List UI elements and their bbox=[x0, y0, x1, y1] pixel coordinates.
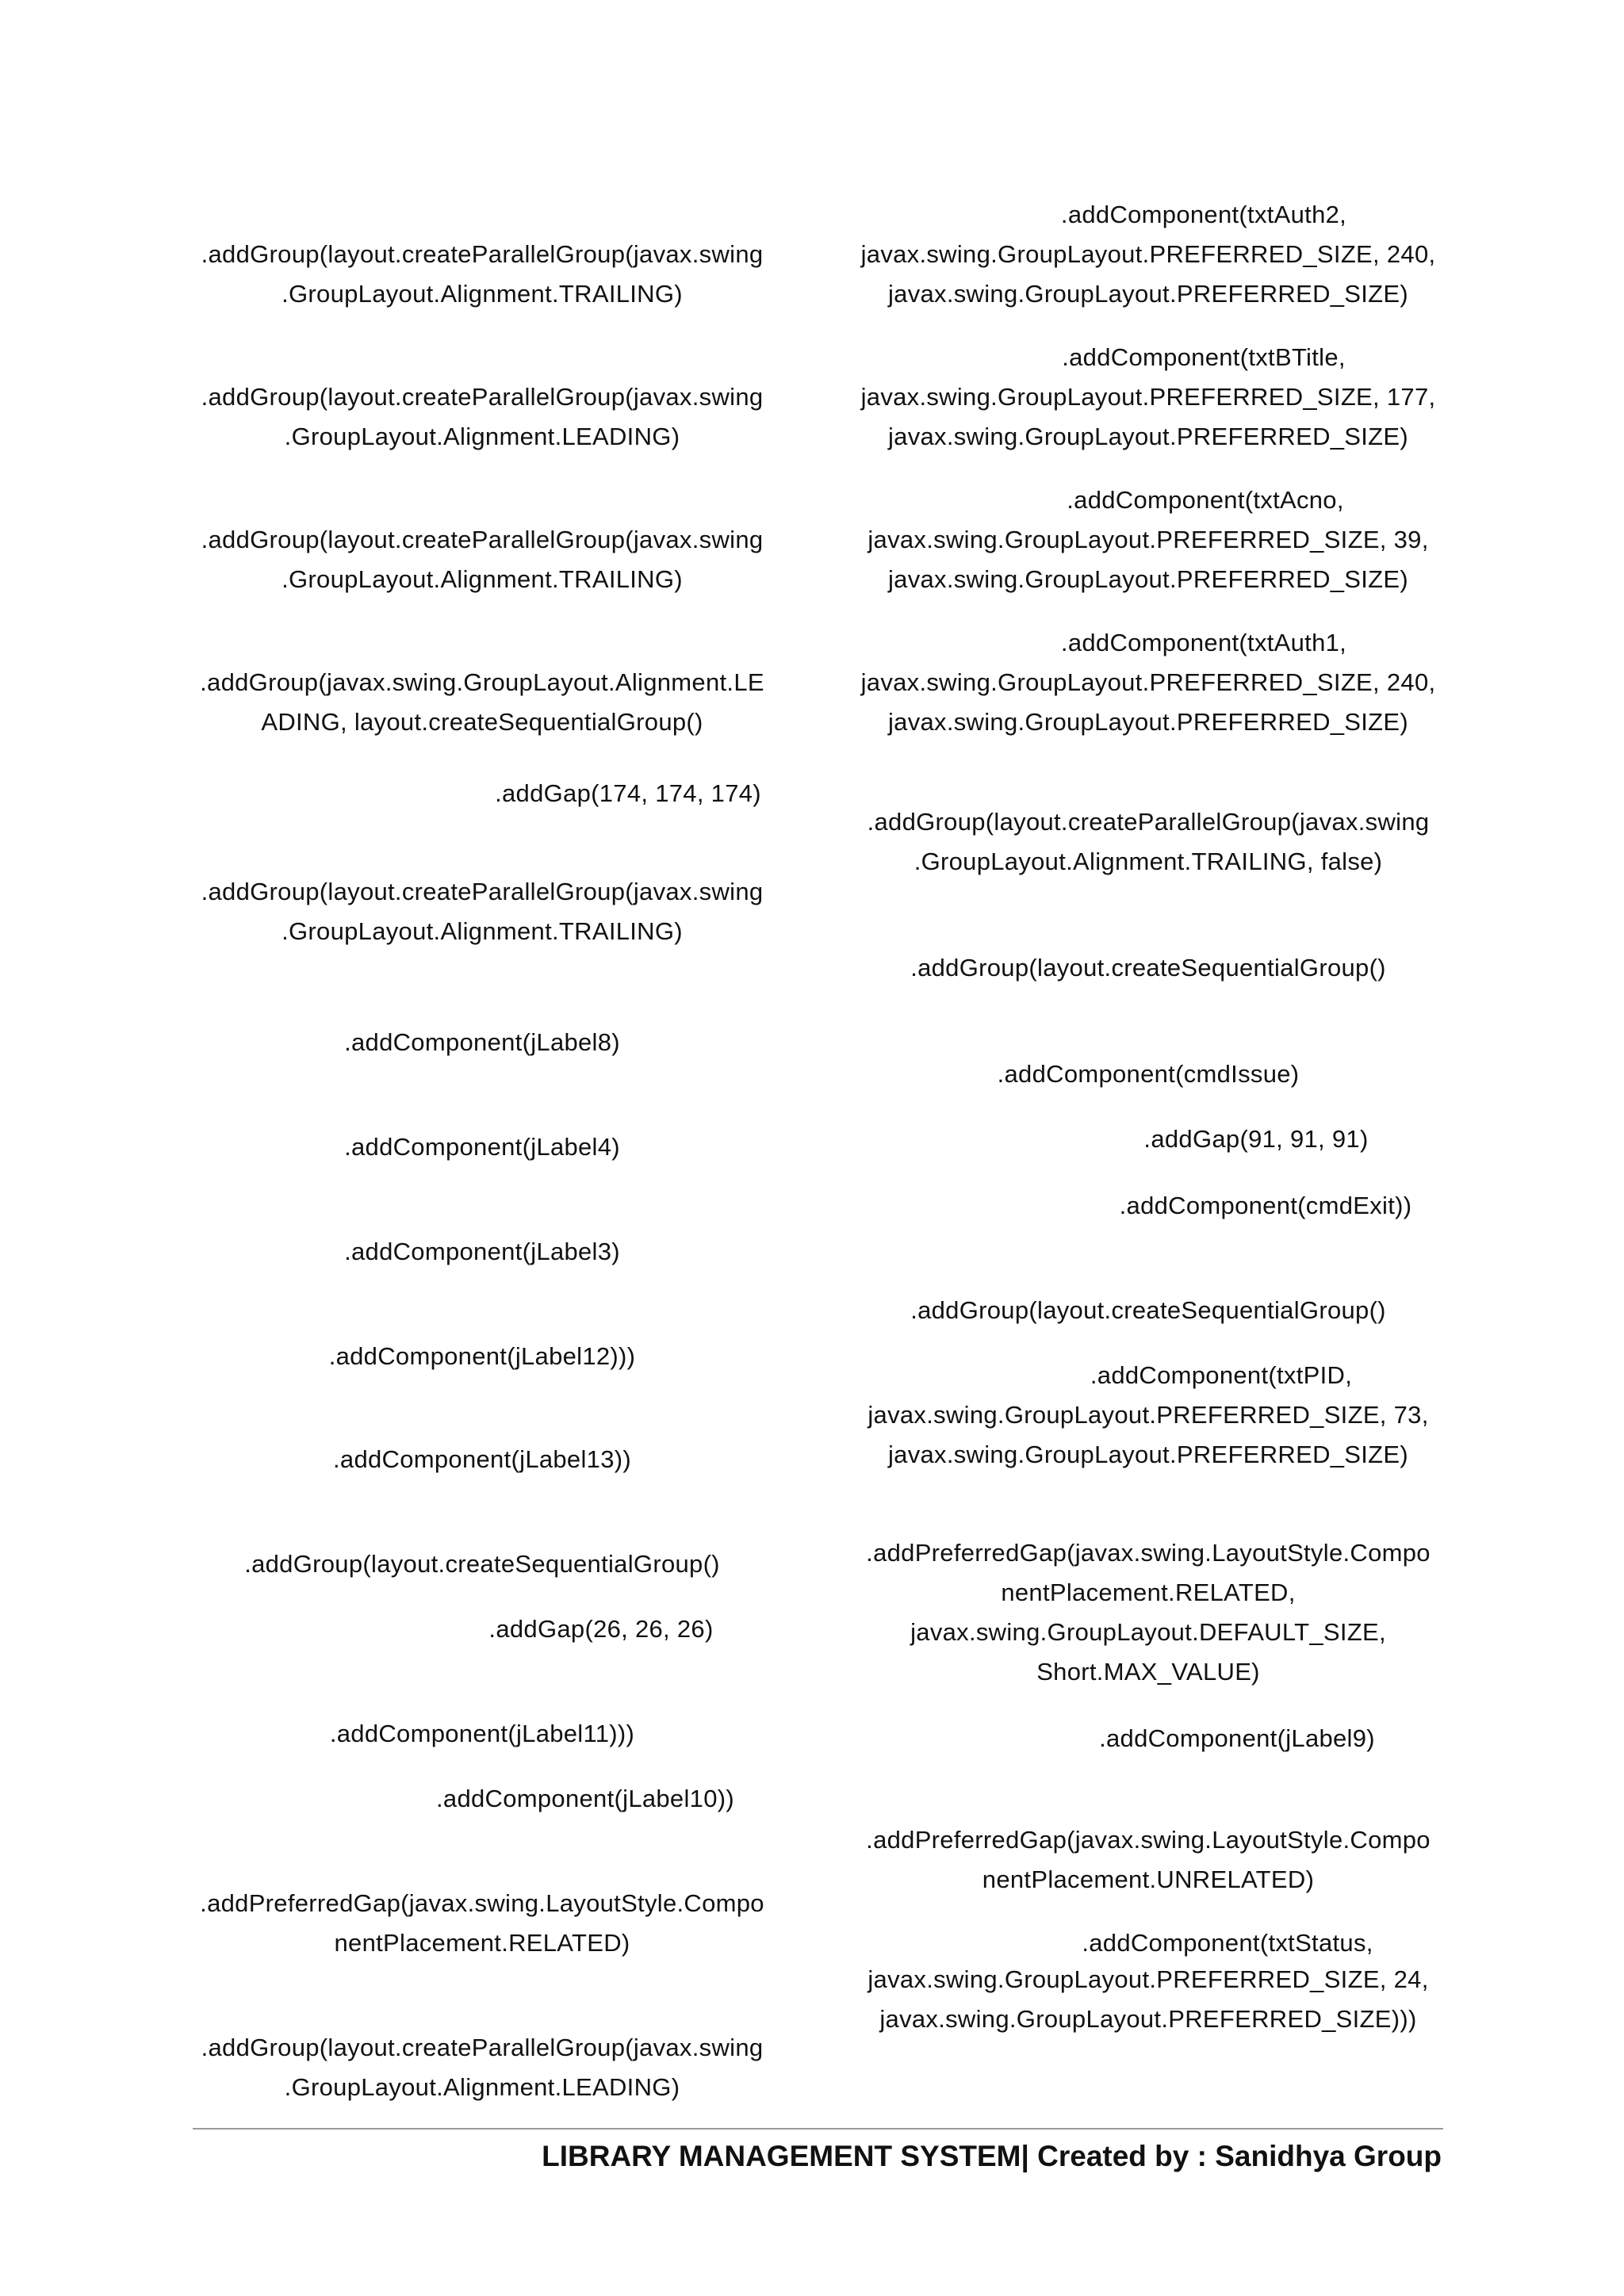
footer-divider bbox=[193, 2128, 1443, 2130]
right-code-line: javax.swing.GroupLayout.PREFERRED_SIZE) bbox=[887, 708, 1409, 736]
right-code-line: .addGroup(layout.createParallelGroup(javax.swing bbox=[867, 808, 1430, 836]
right-code-line: .addComponent(txtPID, bbox=[1090, 1361, 1353, 1389]
right-code-line: .addComponent(txtAuth1, bbox=[1060, 629, 1347, 656]
right-code-line: javax.swing.GroupLayout.PREFERRED_SIZE) bbox=[887, 565, 1409, 593]
right-code-line: .addComponent(txtStatus, bbox=[1082, 1929, 1373, 1957]
left-code-line: .addGroup(layout.createParallelGroup(javax.swing bbox=[201, 240, 764, 268]
left-code-line: .addGroup(layout.createParallelGroup(javax.swing bbox=[201, 526, 764, 553]
left-code-line: .addGap(174, 174, 174) bbox=[495, 779, 761, 807]
left-code-line: .addComponent(jLabel13)) bbox=[333, 1445, 631, 1473]
left-code-line: .addGroup(layout.createParallelGroup(javax.swing bbox=[201, 383, 764, 411]
left-code-line: .addComponent(jLabel11))) bbox=[329, 1720, 635, 1747]
left-code-line: .addGroup(layout.createParallelGroup(javax.swing bbox=[201, 878, 764, 905]
left-code-line: .addGroup(layout.createParallelGroup(javax.swing bbox=[201, 2034, 764, 2061]
right-code-line: .addGap(91, 91, 91) bbox=[1143, 1125, 1369, 1153]
right-code-line: .addComponent(txtAcno, bbox=[1067, 486, 1344, 514]
right-code-line: .addPreferredGap(javax.swing.LayoutStyle.Compo bbox=[866, 1539, 1431, 1567]
right-code-line: .addGroup(layout.createSequentialGroup() bbox=[910, 954, 1386, 982]
left-code-line: .addGap(26, 26, 26) bbox=[488, 1615, 714, 1643]
right-code-line: .addComponent(cmdExit)) bbox=[1119, 1192, 1412, 1219]
right-code-line: javax.swing.GroupLayout.PREFERRED_SIZE, 73, bbox=[868, 1401, 1429, 1429]
right-code-line: javax.swing.GroupLayout.PREFERRED_SIZE, 240, bbox=[860, 668, 1436, 696]
right-code-line: javax.swing.GroupLayout.PREFERRED_SIZE) bbox=[887, 1441, 1409, 1468]
right-code-line: nentPlacement.UNRELATED) bbox=[982, 1866, 1315, 1893]
left-code-line: nentPlacement.RELATED) bbox=[334, 1929, 630, 1957]
right-code-line: javax.swing.GroupLayout.DEFAULT_SIZE, bbox=[910, 1618, 1386, 1646]
right-code-line: javax.swing.GroupLayout.PREFERRED_SIZE, 39, bbox=[868, 526, 1429, 553]
left-code-line: .GroupLayout.Alignment.LEADING) bbox=[284, 2073, 680, 2101]
left-code-line: .addComponent(jLabel12))) bbox=[328, 1342, 636, 1370]
right-code-line: .addComponent(cmdIssue) bbox=[997, 1060, 1300, 1088]
right-code-line: javax.swing.GroupLayout.PREFERRED_SIZE, 24, bbox=[868, 1965, 1429, 1993]
left-code-line: .GroupLayout.Alignment.TRAILING) bbox=[282, 917, 683, 945]
left-code-line: .addComponent(jLabel8) bbox=[344, 1028, 620, 1056]
left-code-line: .GroupLayout.Alignment.TRAILING) bbox=[282, 565, 683, 593]
right-code-line: .addComponent(jLabel9) bbox=[1099, 1724, 1375, 1752]
right-code-line: .addGroup(layout.createSequentialGroup() bbox=[910, 1296, 1386, 1324]
left-code-line: .GroupLayout.Alignment.TRAILING) bbox=[282, 280, 683, 308]
left-code-line: ADING, layout.createSequentialGroup() bbox=[261, 708, 703, 736]
left-code-line: .addComponent(jLabel4) bbox=[344, 1133, 620, 1161]
right-code-line: .GroupLayout.Alignment.TRAILING, false) bbox=[914, 848, 1383, 875]
left-code-line: .addComponent(jLabel10)) bbox=[436, 1785, 734, 1812]
right-code-line: javax.swing.GroupLayout.PREFERRED_SIZE))) bbox=[879, 2005, 1417, 2033]
right-code-line: javax.swing.GroupLayout.PREFERRED_SIZE, 240, bbox=[860, 240, 1436, 268]
left-code-line: .addComponent(jLabel3) bbox=[344, 1238, 620, 1265]
right-code-line: javax.swing.GroupLayout.PREFERRED_SIZE) bbox=[887, 423, 1409, 450]
left-code-line: .addGroup(javax.swing.GroupLayout.Alignment.LE bbox=[200, 668, 764, 696]
left-code-line: .addPreferredGap(javax.swing.LayoutStyle.Compo bbox=[200, 1889, 764, 1917]
right-code-line: Short.MAX_VALUE) bbox=[1036, 1658, 1260, 1686]
right-code-line: .addPreferredGap(javax.swing.LayoutStyle.Compo bbox=[866, 1826, 1431, 1854]
right-code-line: javax.swing.GroupLayout.PREFERRED_SIZE, 177, bbox=[860, 383, 1436, 411]
left-code-line: .addGroup(layout.createSequentialGroup() bbox=[244, 1550, 720, 1578]
left-code-line: .GroupLayout.Alignment.LEADING) bbox=[284, 423, 680, 450]
page-footer: LIBRARY MANAGEMENT SYSTEM| Created by : Sanidhya Group bbox=[542, 2140, 1442, 2172]
right-code-line: .addComponent(txtBTitle, bbox=[1062, 343, 1346, 371]
right-code-line: nentPlacement.RELATED, bbox=[1001, 1578, 1296, 1606]
right-code-line: javax.swing.GroupLayout.PREFERRED_SIZE) bbox=[887, 280, 1409, 308]
right-code-line: .addComponent(txtAuth2, bbox=[1060, 201, 1347, 228]
